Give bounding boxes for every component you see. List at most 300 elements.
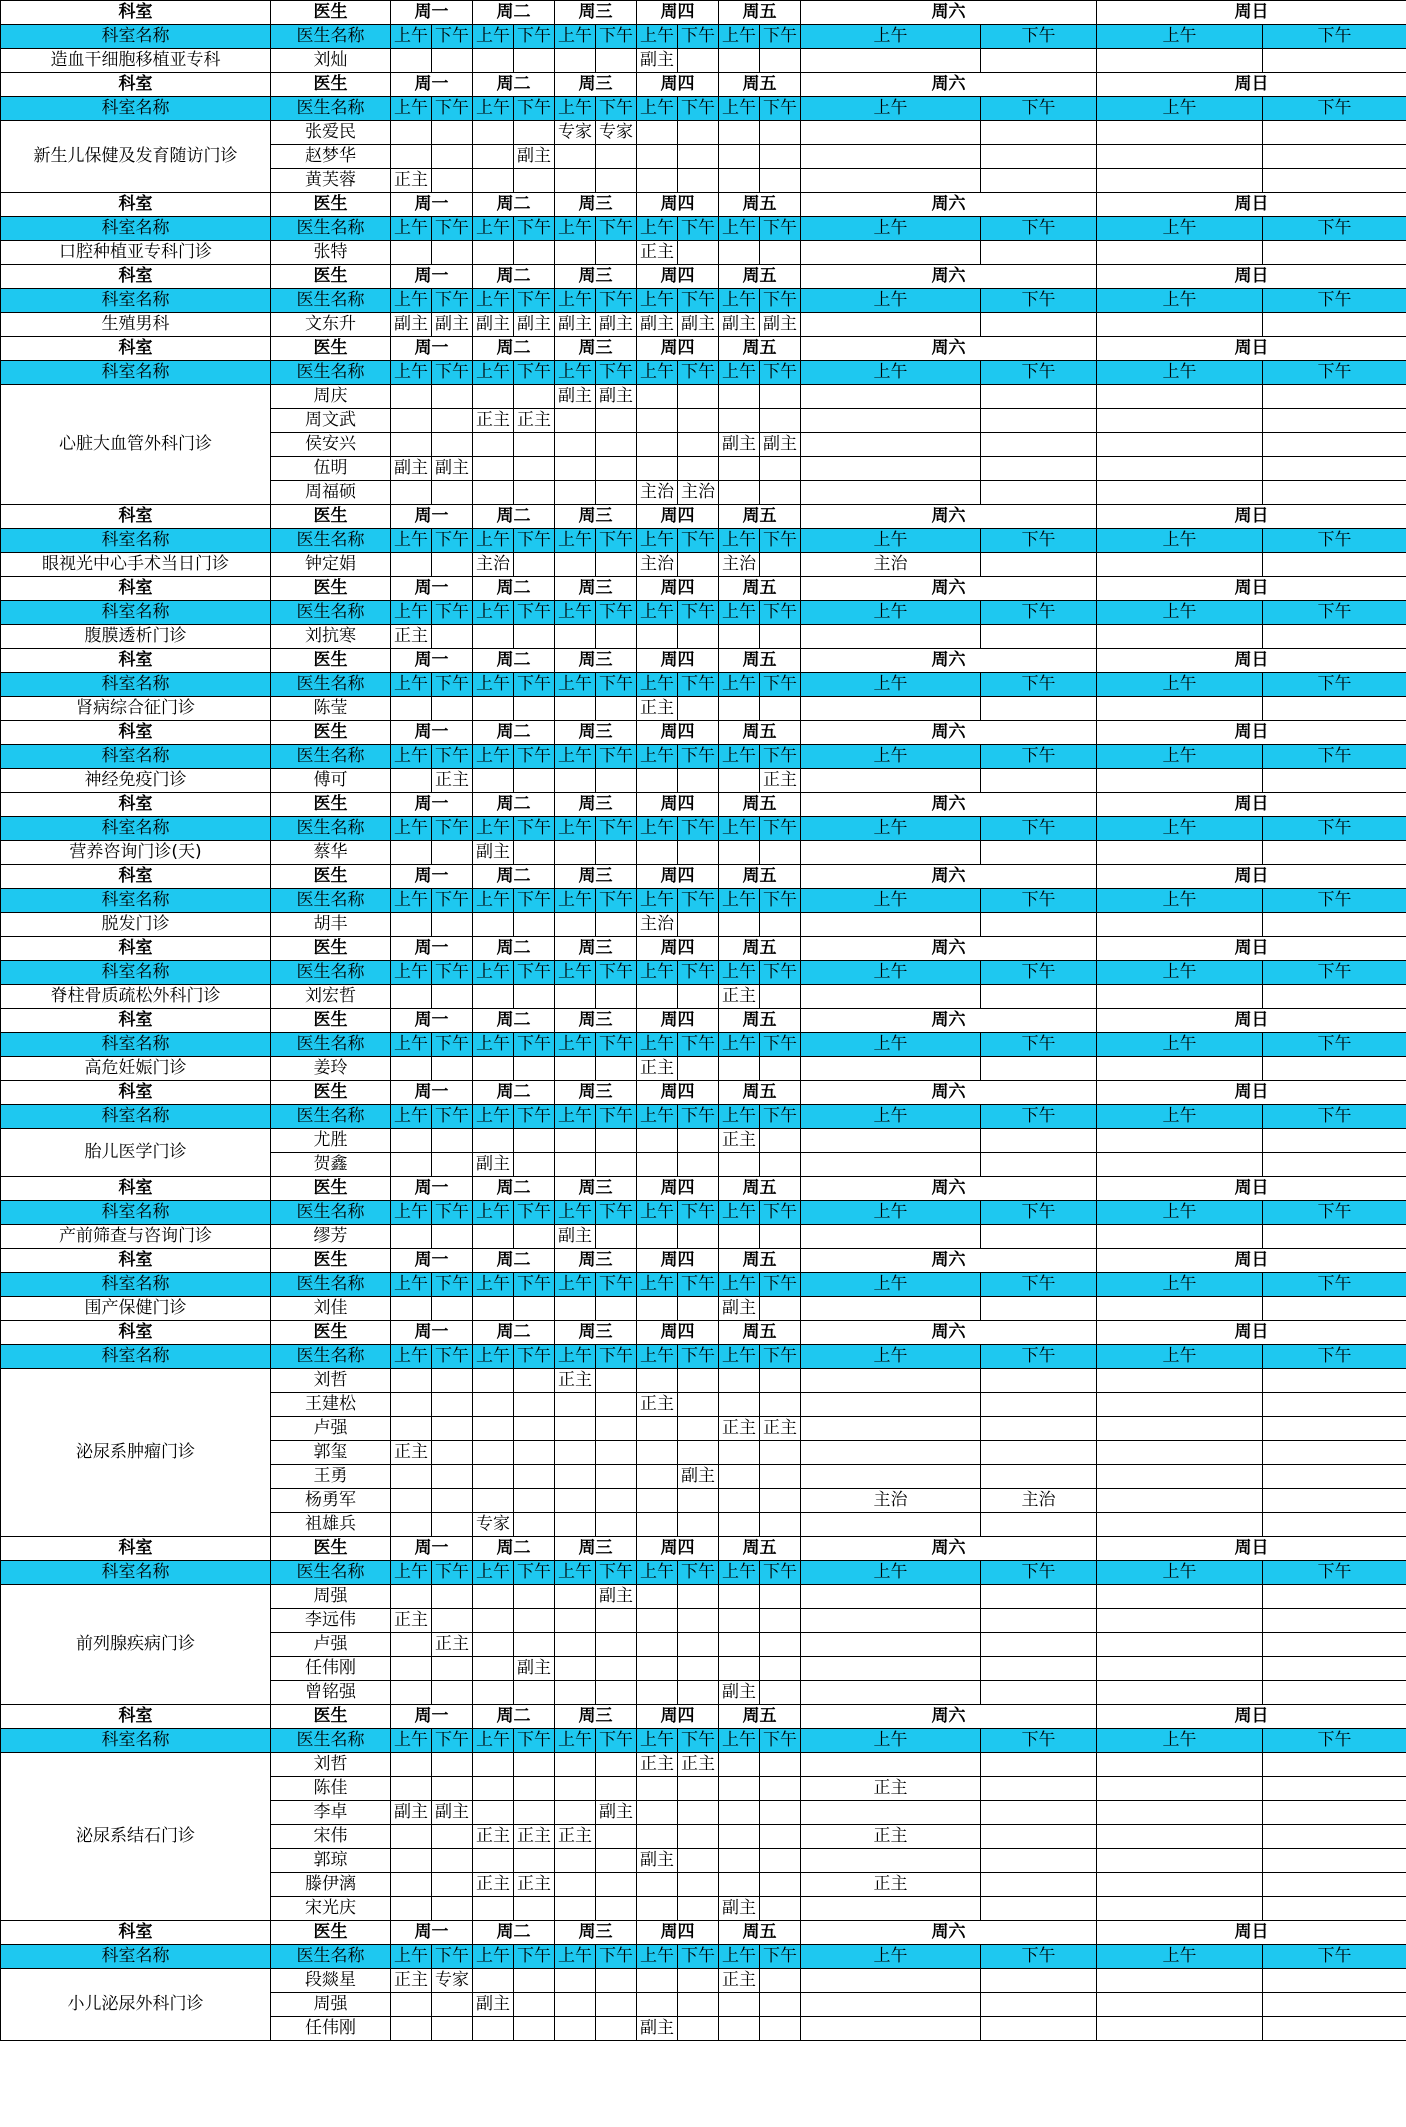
schedule-slot (432, 985, 473, 1009)
schedule-slot (719, 769, 760, 793)
schedule-slot (1097, 481, 1263, 505)
schedule-slot (678, 1849, 719, 1873)
pm-header: 下午 (678, 1945, 719, 1969)
schedule-slot (678, 1057, 719, 1081)
schedule-slot (801, 49, 981, 73)
pm-header: 下午 (432, 745, 473, 769)
am-header: 上午 (637, 1345, 678, 1369)
schedule-slot: 主治 (473, 553, 514, 577)
day-header: 周六 (801, 193, 1097, 217)
schedule-slot (555, 553, 596, 577)
pm-header: 下午 (432, 961, 473, 985)
schedule-slot (473, 1897, 514, 1921)
schedule-slot: 专家 (555, 121, 596, 145)
schedule-slot (1263, 457, 1406, 481)
doctor-name-header: 医生名称 (271, 673, 391, 697)
schedule-slot (1263, 841, 1406, 865)
schedule-slot (514, 841, 555, 865)
schedule-slot (1263, 241, 1406, 265)
day-header: 周三 (555, 1177, 637, 1201)
day-header: 周二 (473, 1009, 555, 1033)
schedule-slot (514, 769, 555, 793)
schedule-slot (1097, 457, 1263, 481)
am-header: 上午 (801, 1273, 981, 1297)
schedule-slot (1263, 1057, 1406, 1081)
day-header: 周四 (637, 1249, 719, 1273)
schedule-slot (1097, 1513, 1263, 1537)
table-row (1, 121, 1406, 145)
schedule-slot (981, 1681, 1097, 1705)
pm-header: 下午 (1263, 601, 1406, 625)
department-name: 围产保健门诊 (1, 1297, 271, 1321)
ampm-header-row (1, 817, 1406, 841)
pm-header: 下午 (596, 1273, 637, 1297)
pm-header: 下午 (514, 25, 555, 49)
schedule-slot (514, 1393, 555, 1417)
pm-header: 下午 (1263, 1729, 1406, 1753)
schedule-slot (473, 1057, 514, 1081)
doctor-name-header: 医生名称 (271, 1201, 391, 1225)
schedule-slot (432, 385, 473, 409)
day-header: 周六 (801, 721, 1097, 745)
schedule-slot (801, 1417, 981, 1441)
day-header: 周五 (719, 1921, 801, 1945)
pm-header: 下午 (981, 1201, 1097, 1225)
am-header: 上午 (473, 1345, 514, 1369)
schedule-slot (432, 169, 473, 193)
schedule-slot (514, 1129, 555, 1153)
pm-header: 下午 (514, 961, 555, 985)
doctor-name-header: 医生名称 (271, 529, 391, 553)
schedule-slot (637, 1633, 678, 1657)
schedule-slot: 主治 (637, 481, 678, 505)
schedule-slot (596, 1777, 637, 1801)
schedule-slot (801, 1225, 981, 1249)
schedule-slot (514, 1585, 555, 1609)
pm-header: 下午 (514, 1561, 555, 1585)
schedule-slot (981, 145, 1097, 169)
am-header: 上午 (1097, 1729, 1263, 1753)
schedule-slot (391, 841, 432, 865)
am-header: 上午 (555, 673, 596, 697)
doctor-name: 郭琼 (271, 1849, 391, 1873)
schedule-slot (637, 1897, 678, 1921)
day-header-row (1, 193, 1406, 217)
schedule-slot: 正主 (514, 1873, 555, 1897)
schedule-slot (719, 841, 760, 865)
schedule-slot (1097, 1993, 1263, 2017)
schedule-slot (981, 1369, 1097, 1393)
table-row (1, 769, 1406, 793)
schedule-slot (678, 1585, 719, 1609)
department-name: 口腔种植亚专科门诊 (1, 241, 271, 265)
schedule-slot (514, 913, 555, 937)
pm-header: 下午 (981, 25, 1097, 49)
am-header: 上午 (801, 601, 981, 625)
schedule-slot (678, 985, 719, 1009)
schedule-slot (637, 433, 678, 457)
schedule-slot: 主治 (801, 1489, 981, 1513)
schedule-slot (1263, 385, 1406, 409)
schedule-slot (719, 1801, 760, 1825)
schedule-slot (514, 1225, 555, 1249)
schedule-slot (760, 1489, 801, 1513)
doctor-header: 医生 (271, 1081, 391, 1105)
schedule-slot (432, 1441, 473, 1465)
day-header: 周日 (1097, 265, 1406, 289)
schedule-slot (760, 1753, 801, 1777)
schedule-slot (719, 457, 760, 481)
schedule-slot (801, 385, 981, 409)
am-header: 上午 (473, 745, 514, 769)
schedule-slot (514, 241, 555, 265)
schedule-slot (432, 1657, 473, 1681)
schedule-slot (514, 1897, 555, 1921)
day-header: 周四 (637, 193, 719, 217)
doctor-name-header: 医生名称 (271, 1033, 391, 1057)
table-row (1, 553, 1406, 577)
pm-header: 下午 (514, 289, 555, 313)
schedule-slot: 副主 (760, 313, 801, 337)
day-header: 周一 (391, 1177, 473, 1201)
pm-header: 下午 (514, 1273, 555, 1297)
schedule-slot: 正主 (432, 769, 473, 793)
day-header: 周日 (1097, 649, 1406, 673)
schedule-slot: 副主 (719, 1681, 760, 1705)
schedule-slot (760, 481, 801, 505)
schedule-slot (801, 1633, 981, 1657)
pm-header: 下午 (596, 25, 637, 49)
schedule-slot: 正主 (514, 409, 555, 433)
schedule-slot (596, 1969, 637, 1993)
schedule-slot: 主治 (637, 553, 678, 577)
schedule-slot (514, 385, 555, 409)
doctor-header: 医生 (271, 1177, 391, 1201)
doctor-name-header: 医生名称 (271, 1945, 391, 1969)
dept-header: 科室 (1, 937, 271, 961)
pm-header: 下午 (678, 1345, 719, 1369)
schedule-slot (760, 1441, 801, 1465)
doctor-name: 姜玲 (271, 1057, 391, 1081)
schedule-slot (1263, 1825, 1406, 1849)
pm-header: 下午 (678, 217, 719, 241)
department-name: 脱发门诊 (1, 913, 271, 937)
schedule-slot (678, 1609, 719, 1633)
schedule-slot: 副主 (432, 457, 473, 481)
doctor-header: 医生 (271, 649, 391, 673)
am-header: 上午 (637, 289, 678, 313)
schedule-slot: 正主 (760, 1417, 801, 1441)
schedule-slot (473, 1441, 514, 1465)
schedule-slot (637, 1513, 678, 1537)
schedule-slot (637, 1225, 678, 1249)
schedule-slot (637, 1969, 678, 1993)
schedule-slot (596, 1753, 637, 1777)
schedule-slot (596, 1513, 637, 1537)
am-header: 上午 (637, 1033, 678, 1057)
schedule-slot (801, 121, 981, 145)
day-header: 周六 (801, 1537, 1097, 1561)
am-header: 上午 (391, 601, 432, 625)
schedule-slot (637, 1369, 678, 1393)
schedule-slot (514, 481, 555, 505)
pm-header: 下午 (596, 361, 637, 385)
pm-header: 下午 (596, 97, 637, 121)
schedule-slot (719, 697, 760, 721)
pm-header: 下午 (514, 1729, 555, 1753)
schedule-slot (391, 385, 432, 409)
schedule-slot: 副主 (391, 313, 432, 337)
department-name: 新生儿保健及发育随访门诊 (1, 121, 271, 193)
schedule-slot (1263, 433, 1406, 457)
schedule-slot (391, 1753, 432, 1777)
schedule-slot (473, 1609, 514, 1633)
am-header: 上午 (391, 529, 432, 553)
day-header: 周日 (1097, 1177, 1406, 1201)
schedule-slot: 副主 (678, 313, 719, 337)
schedule-slot (514, 1753, 555, 1777)
doctor-header: 医生 (271, 1009, 391, 1033)
day-header: 周四 (637, 649, 719, 673)
schedule-slot (473, 1801, 514, 1825)
schedule-slot (719, 1153, 760, 1177)
schedule-slot (473, 1297, 514, 1321)
schedule-slot: 副主 (391, 1801, 432, 1825)
schedule-slot (555, 1681, 596, 1705)
schedule-slot: 副主 (473, 1153, 514, 1177)
schedule-slot (555, 697, 596, 721)
dept-header: 科室 (1, 1009, 271, 1033)
am-header: 上午 (719, 601, 760, 625)
am-header: 上午 (391, 1105, 432, 1129)
schedule-slot (981, 1801, 1097, 1825)
day-header: 周五 (719, 1177, 801, 1201)
day-header: 周六 (801, 265, 1097, 289)
schedule-slot (432, 1513, 473, 1537)
schedule-slot (1097, 1777, 1263, 1801)
schedule-slot (719, 1369, 760, 1393)
day-header: 周四 (637, 577, 719, 601)
schedule-slot (432, 1297, 473, 1321)
schedule-slot (432, 49, 473, 73)
day-header: 周五 (719, 865, 801, 889)
schedule-slot (637, 769, 678, 793)
day-header-row (1, 721, 1406, 745)
schedule-slot (432, 913, 473, 937)
schedule-slot (514, 1849, 555, 1873)
schedule-slot (391, 409, 432, 433)
schedule-slot (719, 625, 760, 649)
schedule-slot (391, 1657, 432, 1681)
schedule-slot (678, 1993, 719, 2017)
day-header: 周三 (555, 1537, 637, 1561)
doctor-header: 医生 (271, 337, 391, 361)
schedule-slot (719, 1825, 760, 1849)
dept-name-header: 科室名称 (1, 601, 271, 625)
am-header: 上午 (391, 1033, 432, 1057)
schedule-slot (596, 1369, 637, 1393)
schedule-slot (678, 1825, 719, 1849)
am-header: 上午 (1097, 889, 1263, 913)
schedule-slot (678, 1369, 719, 1393)
pm-header: 下午 (1263, 1105, 1406, 1129)
pm-header: 下午 (981, 1033, 1097, 1057)
schedule-slot (678, 385, 719, 409)
schedule-slot (1097, 49, 1263, 73)
doctor-name: 祖雄兵 (271, 1513, 391, 1537)
schedule-slot (596, 1297, 637, 1321)
department-name: 脊柱骨质疏松外科门诊 (1, 985, 271, 1009)
am-header: 上午 (1097, 529, 1263, 553)
pm-header: 下午 (1263, 217, 1406, 241)
department-name: 心脏大血管外科门诊 (1, 385, 271, 505)
schedule-slot (1263, 1585, 1406, 1609)
doctor-name: 周文武 (271, 409, 391, 433)
schedule-slot (719, 1609, 760, 1633)
schedule-slot (1263, 985, 1406, 1009)
schedule-slot (1263, 1393, 1406, 1417)
schedule-slot: 正主 (391, 1609, 432, 1633)
schedule-slot (473, 481, 514, 505)
pm-header: 下午 (678, 1729, 719, 1753)
day-header: 周三 (555, 937, 637, 961)
schedule-slot (432, 1873, 473, 1897)
schedule-slot (719, 169, 760, 193)
schedule-slot (719, 1513, 760, 1537)
schedule-slot (981, 1225, 1097, 1249)
schedule-slot (473, 1681, 514, 1705)
schedule-slot (1097, 1657, 1263, 1681)
am-header: 上午 (637, 601, 678, 625)
schedule-slot: 副主 (432, 313, 473, 337)
schedule-slot (1097, 241, 1263, 265)
day-header: 周六 (801, 337, 1097, 361)
schedule-slot (391, 1465, 432, 1489)
schedule-slot (801, 241, 981, 265)
schedule-slot (391, 1393, 432, 1417)
ampm-header-row (1, 97, 1406, 121)
department-name: 泌尿系结石门诊 (1, 1753, 271, 1921)
am-header: 上午 (473, 1729, 514, 1753)
dept-name-header: 科室名称 (1, 289, 271, 313)
table-row (1, 1057, 1406, 1081)
dept-header: 科室 (1, 505, 271, 529)
schedule-slot (596, 1417, 637, 1441)
schedule-slot: 副主 (391, 457, 432, 481)
schedule-slot (1097, 1153, 1263, 1177)
am-header: 上午 (801, 529, 981, 553)
doctor-name: 文东升 (271, 313, 391, 337)
schedule-slot (719, 1465, 760, 1489)
pm-header: 下午 (514, 601, 555, 625)
schedule-slot: 正主 (514, 1825, 555, 1849)
day-header: 周四 (637, 1009, 719, 1033)
day-header: 周一 (391, 1249, 473, 1273)
doctor-name: 任伟刚 (271, 2017, 391, 2041)
am-header: 上午 (473, 889, 514, 913)
doctor-name: 陈莹 (271, 697, 391, 721)
am-header: 上午 (555, 217, 596, 241)
day-header: 周五 (719, 1081, 801, 1105)
pm-header: 下午 (678, 97, 719, 121)
am-header: 上午 (555, 745, 596, 769)
schedule-slot (473, 1129, 514, 1153)
department-name: 腹膜透析门诊 (1, 625, 271, 649)
schedule-slot (514, 121, 555, 145)
schedule-slot (719, 1657, 760, 1681)
am-header: 上午 (801, 217, 981, 241)
schedule-slot (555, 1609, 596, 1633)
day-header: 周一 (391, 337, 473, 361)
am-header: 上午 (801, 289, 981, 313)
schedule-slot (801, 457, 981, 481)
pm-header: 下午 (760, 1201, 801, 1225)
am-header: 上午 (637, 361, 678, 385)
schedule-slot: 正主 (637, 697, 678, 721)
schedule-slot (473, 1633, 514, 1657)
schedule-slot (473, 1393, 514, 1417)
schedule-slot (514, 1777, 555, 1801)
schedule-slot (596, 481, 637, 505)
schedule-slot (981, 169, 1097, 193)
schedule-slot: 正主 (391, 169, 432, 193)
ampm-header-row (1, 673, 1406, 697)
schedule-slot (981, 913, 1097, 937)
schedule-slot: 副主 (514, 313, 555, 337)
day-header: 周三 (555, 1249, 637, 1273)
schedule-slot (760, 385, 801, 409)
pm-header: 下午 (1263, 289, 1406, 313)
pm-header: 下午 (760, 1033, 801, 1057)
pm-header: 下午 (678, 961, 719, 985)
schedule-slot: 副主 (760, 433, 801, 457)
doctor-header: 医生 (271, 721, 391, 745)
am-header: 上午 (1097, 217, 1263, 241)
schedule-slot (719, 1585, 760, 1609)
doctor-header: 医生 (271, 1, 391, 25)
schedule-slot (981, 385, 1097, 409)
day-header-row (1, 73, 1406, 97)
schedule-slot (1097, 1753, 1263, 1777)
day-header: 周六 (801, 1177, 1097, 1201)
am-header: 上午 (473, 25, 514, 49)
table-row (1, 1225, 1406, 1249)
schedule-slot (596, 1657, 637, 1681)
day-header: 周日 (1097, 505, 1406, 529)
schedule-slot (432, 1225, 473, 1249)
schedule-slot (596, 1465, 637, 1489)
schedule-slot (1263, 1849, 1406, 1873)
schedule-slot (432, 1369, 473, 1393)
am-header: 上午 (473, 1201, 514, 1225)
pm-header: 下午 (981, 97, 1097, 121)
schedule-slot (473, 1585, 514, 1609)
schedule-slot (1263, 1369, 1406, 1393)
doctor-header: 医生 (271, 793, 391, 817)
schedule-slot (555, 1417, 596, 1441)
schedule-slot (391, 697, 432, 721)
ampm-header-row (1, 217, 1406, 241)
schedule-slot (514, 457, 555, 481)
day-header: 周六 (801, 577, 1097, 601)
schedule-slot (596, 169, 637, 193)
am-header: 上午 (801, 889, 981, 913)
schedule-slot (514, 1057, 555, 1081)
schedule-slot (432, 1153, 473, 1177)
schedule-slot (596, 913, 637, 937)
dept-header: 科室 (1, 1249, 271, 1273)
schedule-slot (760, 49, 801, 73)
